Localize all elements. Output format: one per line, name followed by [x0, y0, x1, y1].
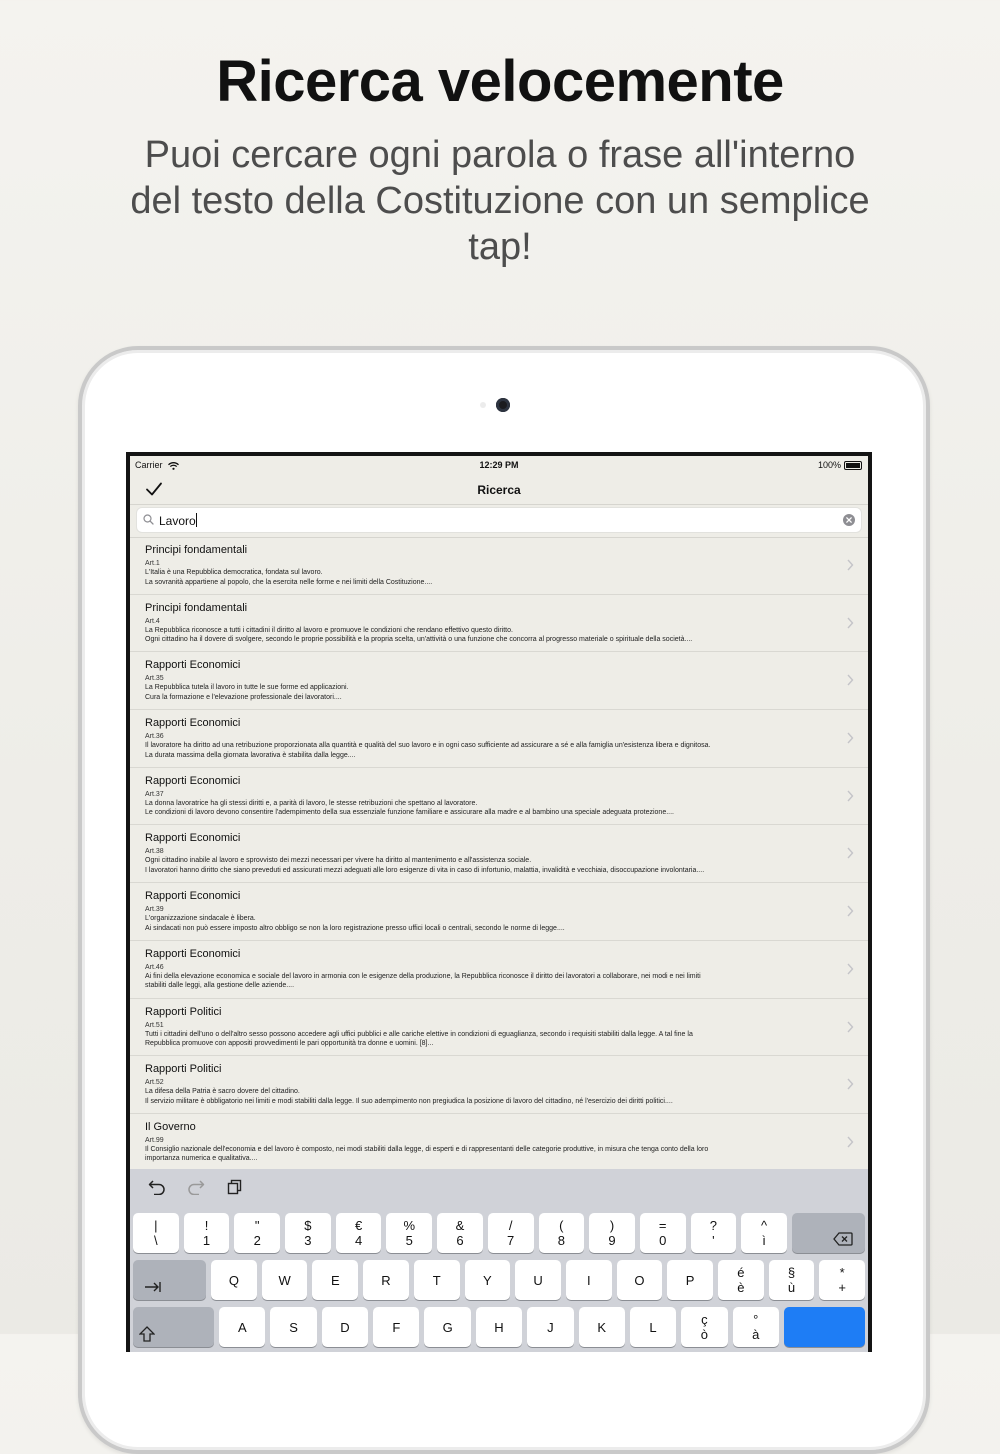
key-label: T: [432, 1272, 441, 1288]
search-query: [159, 513, 197, 528]
key[interactable]: [285, 1213, 331, 1253]
key[interactable]: [741, 1213, 787, 1253]
key-label: 4: [354, 1233, 363, 1248]
key[interactable]: [437, 1213, 483, 1253]
key-label: G: [442, 1319, 453, 1335]
key-label: 1: [202, 1233, 211, 1248]
key-label: F: [392, 1319, 401, 1335]
key[interactable]: [769, 1260, 815, 1300]
result-section: Rapporti Politici: [145, 1005, 222, 1018]
result-article: Art.52: [145, 1079, 164, 1087]
result-row[interactable]: [130, 1056, 868, 1114]
key-label: H: [494, 1319, 504, 1335]
result-section: Rapporti Politici: [145, 1063, 222, 1076]
result-article: Art.51: [145, 1021, 164, 1029]
key-top-label: ç: [701, 1312, 708, 1327]
key-top-label: ?: [709, 1218, 718, 1233]
keyboard-row-qwerty: [133, 1260, 865, 1300]
result-section: Rapporti Economici: [145, 947, 241, 960]
key-top-label: ": [254, 1218, 260, 1233]
key-label: A: [237, 1319, 247, 1335]
key[interactable]: [566, 1260, 612, 1300]
key[interactable]: [527, 1307, 573, 1347]
sensor-dot: [480, 402, 486, 408]
key[interactable]: [488, 1213, 534, 1253]
result-row[interactable]: [130, 1114, 868, 1169]
key[interactable]: [424, 1307, 470, 1347]
result-excerpt-line: I lavoratori hanno diritto che siano preveduti ed assicurati mezzi adeguati alle loro esigenze di vita in caso di infortunio, malattia, invalidità e vecchiaia, disoccupazione involontaria....: [145, 866, 705, 874]
key-label: 9: [608, 1233, 616, 1248]
result-article: Art.37: [145, 790, 164, 798]
result-excerpt-line: La donna lavoratrice ha gli stessi diritti e, a parità di lavoro, le stesse retribuzioni che spettano al lavoratore.: [145, 799, 478, 807]
key-label: 5: [405, 1233, 413, 1248]
key-top-label: *: [839, 1265, 845, 1280]
key-top-label: %: [403, 1218, 416, 1233]
result-excerpt-line: importanza numerica e qualitativa....: [145, 1155, 258, 1163]
key[interactable]: [640, 1213, 686, 1253]
result-excerpt: [145, 856, 834, 875]
key[interactable]: [476, 1307, 522, 1347]
key-label: Q: [228, 1272, 239, 1288]
key-top-label: €: [354, 1218, 363, 1233]
key-top-label: /: [508, 1218, 513, 1233]
chevron-right-icon: [846, 732, 854, 744]
result-article: Art.4: [145, 617, 160, 625]
key[interactable]: [336, 1213, 382, 1253]
key-top-label: &: [455, 1218, 465, 1233]
key-top-label: é: [737, 1265, 745, 1280]
result-excerpt-line: Ai sindacati non può essere imposto altro obbligo se non la loro registrazione presso uffici locali o centrali, secondo le norme di legge....: [145, 924, 565, 932]
key-top-label: (: [559, 1218, 564, 1233]
keyboard: [130, 1169, 868, 1352]
key-label: 6: [456, 1233, 464, 1248]
chevron-right-icon: [846, 1136, 854, 1148]
result-excerpt: [145, 799, 834, 818]
key-label: \: [154, 1233, 158, 1248]
result-excerpt-line: L'organizzazione sindacale è libera.: [145, 915, 256, 923]
key-top-label: =: [658, 1218, 667, 1233]
result-excerpt-line: Tutti i cittadini dell'uno o dell'altro sesso possono accedere agli uffici pubblici e alle cariche elettive in condizioni di eguaglianza, secondo i requisiti stabiliti dalla legge. A tal fine la: [145, 1030, 693, 1038]
result-section: Il Governo: [145, 1120, 196, 1133]
undo-icon[interactable]: [148, 1179, 166, 1200]
result-excerpt-line: Repubblica promuove con appositi provvedimenti le pari opportunità tra donne e uomini. [8]...: [145, 1040, 434, 1047]
result-section: Rapporti Economici: [145, 659, 241, 672]
key[interactable]: [681, 1307, 727, 1347]
key-label: ': [712, 1233, 715, 1248]
key-label: E: [330, 1272, 340, 1288]
key-label: à: [752, 1327, 760, 1342]
magnifier-icon: [143, 514, 154, 525]
key[interactable]: [617, 1260, 663, 1300]
ipad-screen: [126, 452, 872, 1352]
result-article: Art.1: [145, 560, 160, 567]
result-row[interactable]: [130, 999, 868, 1057]
result-excerpt-line: La durata massima della giornata lavorativa è stabilita dalla legge....: [145, 751, 356, 759]
keyboard-row-asdf: [133, 1307, 865, 1347]
key-label: 8: [557, 1233, 565, 1248]
tab-key[interactable]: [133, 1260, 206, 1300]
key[interactable]: [465, 1260, 511, 1300]
result-excerpt-line: La difesa della Patria è sacro dovere del cittadino.: [145, 1088, 300, 1096]
key-label: U: [533, 1272, 543, 1288]
result-row[interactable]: [130, 595, 868, 653]
chevron-right-icon: [846, 905, 854, 917]
key[interactable]: [133, 1213, 179, 1253]
key[interactable]: [262, 1260, 308, 1300]
result-excerpt-line: Ogni cittadino inabile al lavoro e sprovvisto dei mezzi necessari per vivere ha diritto al mantenimento e all'assistenza sociale.: [145, 857, 532, 865]
app-screen: [130, 456, 868, 1352]
result-excerpt-line: Le condizioni di lavoro devono consentire l'adempimento della sua essenziale funzione familiare e assicurare alla madre e al bambino una speciale adeguata protezione....: [145, 809, 674, 817]
key[interactable]: [733, 1307, 779, 1347]
key[interactable]: [234, 1213, 280, 1253]
result-excerpt: [145, 914, 834, 933]
result-excerpt-line: Ai fini della elevazione economica e sociale del lavoro in armonia con le esigenze della produzione, la Repubblica riconosce il diritto dei lavoratori a collaborare, nei modi e nei limiti: [145, 972, 701, 980]
chevron-right-icon: [846, 790, 854, 802]
result-excerpt-line: La Repubblica tutela il lavoro in tutte le sue forme ed applicazioni.: [145, 684, 349, 692]
key-label: W: [278, 1272, 291, 1288]
key-label: ù: [787, 1280, 796, 1295]
key-label: 3: [304, 1233, 312, 1248]
clear-icon[interactable]: [843, 514, 855, 526]
result-excerpt-line: Ogni cittadino ha il dovere di svolgere, secondo le proprie possibilità e la propria scelta, un'attività o una funzione che concorra al progresso materiale o spirituale della società....: [145, 636, 693, 644]
battery-indicator: [818, 460, 862, 470]
carrier-text: Carrier: [135, 460, 163, 470]
key[interactable]: [819, 1260, 865, 1300]
result-excerpt-line: stabiliti dalle leggi, alla gestione delle aziende....: [145, 982, 295, 990]
clock: 12:29 PM: [479, 460, 519, 470]
result-excerpt: [145, 741, 834, 760]
result-excerpt-line: Cura la formazione e l'elevazione professionale dei lavoratori....: [145, 693, 342, 701]
key[interactable]: [718, 1260, 764, 1300]
chevron-right-icon: [846, 1078, 854, 1090]
result-excerpt: [145, 1145, 834, 1164]
result-row[interactable]: [130, 652, 868, 710]
redo-icon[interactable]: [187, 1179, 205, 1200]
chevron-right-icon: [846, 617, 854, 629]
key-label: 2: [253, 1233, 261, 1248]
page-title: Ricerca: [477, 483, 521, 497]
key-top-label: ): [609, 1218, 615, 1233]
search-bar: [130, 505, 868, 538]
key[interactable]: [630, 1307, 676, 1347]
result-section: Principi fondamentali: [145, 544, 248, 556]
result-row[interactable]: [130, 537, 868, 595]
key[interactable]: [363, 1260, 409, 1300]
key-label: ì: [762, 1233, 766, 1248]
tab-icon: [144, 1281, 162, 1293]
return-key[interactable]: [784, 1307, 865, 1347]
result-excerpt: [145, 1087, 834, 1106]
result-excerpt: [145, 626, 834, 645]
result-excerpt-line: Il Consiglio nazionale dell'economia e del lavoro è composto, nei modi stabiliti dalla legge, di esperti e di rappresentanti delle categorie produttive, in misura che tenga conto della loro: [145, 1145, 709, 1153]
key-label: P: [685, 1272, 695, 1288]
result-row[interactable]: [130, 710, 868, 768]
result-row[interactable]: [130, 941, 868, 999]
key-label: S: [289, 1319, 298, 1335]
key-label: ò: [700, 1327, 708, 1342]
result-article: Art.99: [145, 1136, 164, 1144]
result-excerpt: [145, 683, 834, 702]
key-label: R: [381, 1272, 391, 1288]
result-excerpt: [145, 972, 834, 991]
result-article: Art.35: [145, 675, 164, 683]
key[interactable]: [312, 1260, 358, 1300]
key-label: +: [838, 1280, 846, 1295]
chevron-right-icon: [846, 847, 854, 859]
key[interactable]: [373, 1307, 419, 1347]
result-excerpt-line: Il servizio militare è obbligatorio nei limiti e modi stabiliti dalla legge. Il suo adempimento non pregiudica la posizione di lavoro del cittadino, né l'esercizio dei diritti politici....: [145, 1097, 673, 1105]
key[interactable]: [589, 1213, 635, 1253]
result-row[interactable]: [130, 768, 868, 826]
promo-headline: Ricerca velocemente: [216, 49, 784, 114]
result-row[interactable]: [130, 825, 868, 883]
result-article: Art.38: [145, 848, 164, 856]
key-label: Y: [483, 1272, 492, 1288]
battery-percent: 100%: [817, 460, 841, 470]
result-article: Art.36: [145, 733, 164, 741]
key[interactable]: [270, 1307, 316, 1347]
key-label: L: [649, 1319, 657, 1335]
result-section: Rapporti Economici: [145, 890, 241, 903]
key-top-label: !: [204, 1218, 209, 1233]
battery-icon: [844, 461, 862, 470]
key[interactable]: [539, 1213, 585, 1253]
key[interactable]: [211, 1260, 257, 1300]
key-top-label: §: [787, 1265, 796, 1280]
key-label: J: [547, 1319, 554, 1335]
result-excerpt: [145, 1030, 834, 1049]
promo-subline: Puoi cercare ogni parola o frase all'interno del testo della Costituzione con un semplice tap!: [130, 134, 870, 268]
key[interactable]: [219, 1307, 265, 1347]
key[interactable]: [667, 1260, 713, 1300]
key-label: O: [634, 1272, 645, 1288]
result-row[interactable]: [130, 883, 868, 941]
search-input[interactable]: [136, 507, 862, 533]
text-caret: [196, 513, 197, 527]
key[interactable]: [691, 1213, 737, 1253]
key[interactable]: [322, 1307, 368, 1347]
key-label: è: [737, 1280, 745, 1295]
result-article: Art.39: [145, 906, 164, 914]
chevron-right-icon: [846, 1021, 854, 1033]
key-label: 0: [659, 1233, 667, 1248]
result-section: Principi fondamentali: [145, 601, 248, 614]
keyboard-row-numbers: [133, 1213, 865, 1253]
keyboard-toolbar: [130, 1169, 868, 1207]
key[interactable]: [414, 1260, 460, 1300]
key-top-label: |: [154, 1218, 158, 1233]
shift-icon: [139, 1326, 155, 1342]
key[interactable]: [386, 1213, 432, 1253]
key-top-label: °: [753, 1312, 759, 1327]
search-query-text: Lavoro: [159, 514, 196, 528]
chevron-right-icon: [846, 559, 854, 571]
backspace-icon: [833, 1232, 853, 1246]
result-excerpt-line: Il lavoratore ha diritto ad una retribuzione proporzionata alla quantità e qualità del suo lavoro e in ogni caso sufficiente ad assicurare a sé e alla famiglia un'esistenza libera e dignitosa.: [145, 742, 711, 750]
key-label: D: [340, 1319, 350, 1335]
key-label: 7: [507, 1233, 515, 1248]
shift-key[interactable]: [133, 1307, 214, 1347]
navigation-bar: [130, 474, 868, 505]
key[interactable]: [184, 1213, 230, 1253]
key-label: I: [586, 1272, 591, 1288]
result-excerpt-line: L'Italia è una Repubblica democratica, fondata sul lavoro.: [145, 569, 323, 576]
chevron-right-icon: [846, 963, 854, 975]
result-excerpt: [145, 568, 834, 587]
paste-icon[interactable]: [227, 1179, 243, 1200]
result-section: Rapporti Economici: [145, 717, 241, 730]
result-article: Art.46: [145, 963, 164, 971]
results-list: [130, 537, 868, 1169]
front-camera: [496, 398, 510, 412]
result-excerpt-line: La sovranità appartiene al popolo, che la esercita nelle forme e nei limiti della Costituzione....: [145, 578, 433, 586]
chevron-right-icon: [846, 674, 854, 686]
backspace-key[interactable]: [792, 1213, 865, 1253]
result-section: Rapporti Economici: [145, 832, 241, 845]
key-top-label: $: [304, 1218, 312, 1233]
result-section: Rapporti Economici: [145, 774, 241, 787]
status-bar: [130, 456, 868, 474]
key[interactable]: [515, 1260, 561, 1300]
key-label: K: [597, 1319, 607, 1335]
result-excerpt-line: La Repubblica riconosce a tutti i cittadini il diritto al lavoro e promuove le condizioni che rendano effettivo questo diritto.: [145, 626, 513, 634]
key-top-label: ^: [761, 1218, 768, 1233]
key[interactable]: [579, 1307, 625, 1347]
